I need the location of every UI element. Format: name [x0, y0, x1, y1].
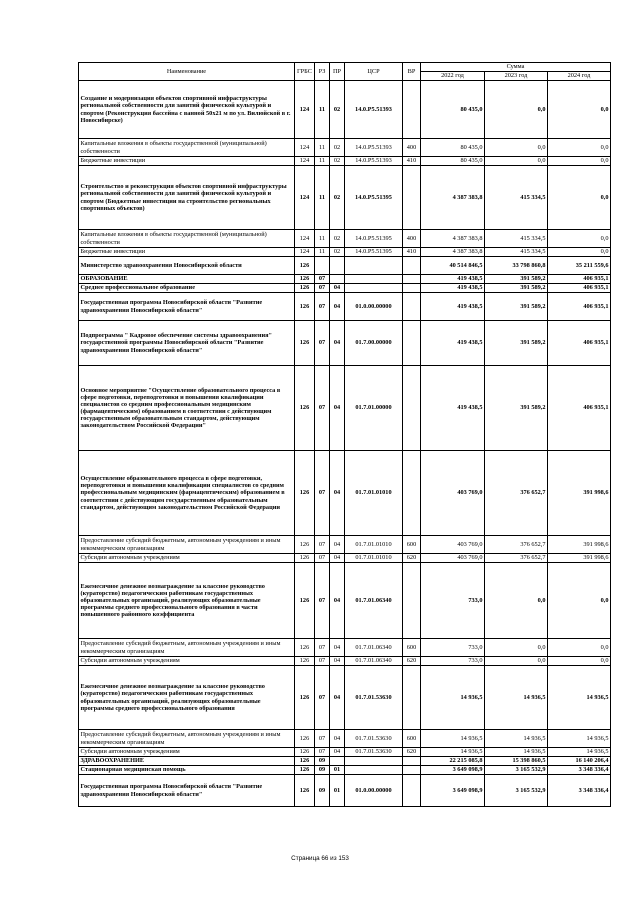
header-year-2022: 2022 год [421, 72, 485, 81]
cell-rz: 07 [315, 657, 330, 666]
table-row [79, 81, 611, 139]
cell-name: Субсидии автономным учреждениям [79, 657, 295, 666]
cell-pr: 04 [330, 748, 345, 757]
table-row [79, 230, 611, 248]
table-row [79, 451, 611, 536]
cell-pr: 02 [330, 139, 345, 157]
cell-vr: 620 [403, 657, 421, 666]
cell-vr [403, 257, 421, 275]
cell-2022: 403 769,0 [421, 554, 485, 563]
cell-pr: 04 [330, 730, 345, 748]
cell-2024: 406 935,1 [548, 275, 611, 284]
cell-vr: 410 [403, 157, 421, 166]
cell-name: Стационарная медицинская помощь [79, 766, 295, 775]
cell-grbs: 126 [295, 257, 315, 275]
table-row [79, 757, 611, 766]
table-row [79, 657, 611, 666]
cell-rz: 07 [315, 284, 330, 293]
cell-2023: 391 589,2 [485, 275, 548, 284]
cell-grbs: 124 [295, 157, 315, 166]
cell-name: Министерство здравоохранения Новосибирской области [79, 257, 295, 275]
cell-grbs: 126 [295, 766, 315, 775]
header-name: Наименование [79, 63, 295, 81]
cell-vr: 620 [403, 748, 421, 757]
table-row [79, 166, 611, 230]
cell-2024: 0,0 [548, 139, 611, 157]
cell-grbs: 126 [295, 639, 315, 657]
cell-pr [330, 275, 345, 284]
cell-rz: 07 [315, 563, 330, 639]
cell-2024: 406 935,1 [548, 321, 611, 366]
cell-2024: 391 998,6 [548, 451, 611, 536]
cell-2023: 3 165 532,9 [485, 775, 548, 807]
cell-2022: 403 769,0 [421, 536, 485, 554]
cell-name: ОБРАЗОВАНИЕ [79, 275, 295, 284]
cell-pr [330, 757, 345, 766]
cell-rz: 11 [315, 166, 330, 230]
cell-2023: 391 589,2 [485, 366, 548, 451]
cell-grbs: 126 [295, 293, 315, 321]
cell-csr: 14.0.P5.51393 [345, 157, 403, 166]
cell-csr: 14.0.P5.51395 [345, 166, 403, 230]
cell-csr [345, 766, 403, 775]
cell-grbs: 126 [295, 563, 315, 639]
cell-2022: 40 514 846,5 [421, 257, 485, 275]
cell-2023: 33 798 860,8 [485, 257, 548, 275]
cell-2023: 0,0 [485, 657, 548, 666]
cell-vr [403, 757, 421, 766]
cell-csr: 14.0.P5.51393 [345, 139, 403, 157]
table-row [79, 248, 611, 257]
cell-2023: 14 936,5 [485, 666, 548, 730]
cell-vr: 600 [403, 730, 421, 748]
cell-csr: 14.0.P5.51395 [345, 248, 403, 257]
cell-rz: 07 [315, 275, 330, 284]
cell-csr: 01.7.01.06340 [345, 657, 403, 666]
cell-name: Подпрограмма " Кадровое обеспечение системы здравоохранения" государственной программы Новосибирской области "Развитие здравоохранения Новосибирской области" [79, 321, 295, 366]
cell-vr [403, 166, 421, 230]
cell-vr [403, 563, 421, 639]
cell-2024: 0,0 [548, 166, 611, 230]
cell-2023: 3 165 532,9 [485, 766, 548, 775]
table-row [79, 639, 611, 657]
cell-name: Предоставление субсидий бюджетным, автономным учреждениям и иным некоммерческим организациям [79, 536, 295, 554]
header-pr: ПР [330, 63, 345, 81]
cell-2022: 419 438,5 [421, 293, 485, 321]
cell-grbs: 126 [295, 284, 315, 293]
cell-grbs: 126 [295, 666, 315, 730]
cell-rz: 07 [315, 293, 330, 321]
cell-vr [403, 451, 421, 536]
cell-vr [403, 284, 421, 293]
cell-2024: 3 348 336,4 [548, 775, 611, 807]
cell-grbs: 126 [295, 275, 315, 284]
cell-rz: 11 [315, 248, 330, 257]
cell-grbs: 126 [295, 748, 315, 757]
cell-pr: 02 [330, 230, 345, 248]
header-year-2024: 2024 год [548, 72, 611, 81]
cell-rz [315, 257, 330, 275]
cell-2023: 415 334,5 [485, 230, 548, 248]
cell-2022: 14 936,5 [421, 666, 485, 730]
cell-2022: 22 215 085,8 [421, 757, 485, 766]
cell-2023: 391 589,2 [485, 284, 548, 293]
cell-2024: 35 211 559,6 [548, 257, 611, 275]
cell-2024: 391 998,6 [548, 536, 611, 554]
cell-rz: 07 [315, 748, 330, 757]
header-rz: РЗ [315, 63, 330, 81]
cell-csr: 01.7.01.53630 [345, 730, 403, 748]
cell-rz: 07 [315, 366, 330, 451]
cell-vr [403, 775, 421, 807]
cell-vr [403, 666, 421, 730]
cell-rz: 09 [315, 757, 330, 766]
table-row [79, 275, 611, 284]
cell-pr: 02 [330, 166, 345, 230]
cell-vr [403, 293, 421, 321]
cell-pr [330, 257, 345, 275]
cell-vr: 620 [403, 554, 421, 563]
header-csr: ЦСР [345, 63, 403, 81]
cell-csr: 01.7.01.01010 [345, 451, 403, 536]
cell-vr [403, 366, 421, 451]
cell-name: Капитальные вложения в объекты государственной (муниципальной) собственности [79, 139, 295, 157]
table-row [79, 730, 611, 748]
cell-2024: 14 936,5 [548, 748, 611, 757]
cell-rz: 11 [315, 81, 330, 139]
cell-grbs: 126 [295, 657, 315, 666]
cell-2022: 4 387 383,8 [421, 230, 485, 248]
cell-grbs: 126 [295, 321, 315, 366]
cell-csr [345, 275, 403, 284]
cell-pr: 02 [330, 248, 345, 257]
table-row [79, 766, 611, 775]
cell-2022: 733,0 [421, 563, 485, 639]
table-row [79, 748, 611, 757]
cell-pr: 01 [330, 766, 345, 775]
cell-2023: 0,0 [485, 639, 548, 657]
cell-2023: 376 652,7 [485, 536, 548, 554]
table-header [79, 63, 611, 81]
cell-2024: 406 935,1 [548, 293, 611, 321]
cell-2022: 733,0 [421, 639, 485, 657]
cell-2024: 0,0 [548, 639, 611, 657]
cell-2023: 0,0 [485, 157, 548, 166]
cell-name: ЗДРАВООХРАНЕНИЕ [79, 757, 295, 766]
cell-csr: 01.7.01.06340 [345, 563, 403, 639]
cell-vr [403, 766, 421, 775]
table-row [79, 157, 611, 166]
cell-pr: 04 [330, 321, 345, 366]
cell-pr: 04 [330, 639, 345, 657]
budget-table [78, 62, 611, 807]
cell-vr: 410 [403, 248, 421, 257]
cell-2024: 14 936,5 [548, 730, 611, 748]
table-row [79, 775, 611, 807]
cell-2022: 419 438,5 [421, 366, 485, 451]
header-year-2023: 2023 год [485, 72, 548, 81]
cell-2023: 0,0 [485, 81, 548, 139]
cell-vr: 600 [403, 639, 421, 657]
cell-pr: 04 [330, 293, 345, 321]
cell-pr: 04 [330, 451, 345, 536]
cell-csr: 01.7.01.53630 [345, 666, 403, 730]
cell-pr: 04 [330, 657, 345, 666]
cell-name: Предоставление субсидий бюджетным, автономным учреждениям и иным некоммерческим организациям [79, 730, 295, 748]
cell-2024: 0,0 [548, 157, 611, 166]
cell-2024: 406 935,1 [548, 366, 611, 451]
cell-2022: 419 438,5 [421, 275, 485, 284]
cell-grbs: 124 [295, 81, 315, 139]
table-row [79, 139, 611, 157]
cell-2023: 14 936,5 [485, 730, 548, 748]
cell-rz: 09 [315, 775, 330, 807]
cell-2023: 14 936,5 [485, 748, 548, 757]
cell-2024: 406 935,1 [548, 284, 611, 293]
table-row [79, 666, 611, 730]
cell-pr: 04 [330, 366, 345, 451]
cell-rz: 07 [315, 730, 330, 748]
cell-2023: 415 334,5 [485, 248, 548, 257]
cell-grbs: 124 [295, 248, 315, 257]
cell-2023: 376 652,7 [485, 451, 548, 536]
cell-csr: 01.7.01.01010 [345, 536, 403, 554]
cell-name: Осуществление образовательного процесса в сфере подготовки, переподготовки и повышения квалификации специалистов со средним профессиональным медицинским (фармацевтическим) образованием в соответствии с действующим государственным образовательным стандартом, действующим законодательством Российской Федерации [79, 451, 295, 536]
cell-2023: 376 652,7 [485, 554, 548, 563]
cell-rz: 07 [315, 639, 330, 657]
cell-csr: 01.7.01.00000 [345, 366, 403, 451]
cell-rz: 09 [315, 766, 330, 775]
cell-grbs: 126 [295, 775, 315, 807]
cell-pr: 04 [330, 536, 345, 554]
cell-name: Бюджетные инвестиции [79, 248, 295, 257]
cell-name: Ежемесячное денежное вознаграждение за классное руководство (кураторство) педагогическим работникам государственных образовательных организаций, реализующих образовательные программы среднего профессионального образования в части повышенного районного коэффициента [79, 563, 295, 639]
table-row [79, 563, 611, 639]
cell-name: Предоставление субсидий бюджетным, автономным учреждениям и иным некоммерческим организациям [79, 639, 295, 657]
cell-pr: 02 [330, 81, 345, 139]
cell-grbs: 124 [295, 230, 315, 248]
cell-grbs: 126 [295, 366, 315, 451]
cell-csr: 01.7.01.53630 [345, 748, 403, 757]
cell-2023: 15 398 860,5 [485, 757, 548, 766]
table-row [79, 257, 611, 275]
table-row [79, 536, 611, 554]
cell-vr [403, 81, 421, 139]
cell-name: Государственная программа Новосибирской области "Развитие здравоохранения Новосибирской области" [79, 775, 295, 807]
page-number: Страница 66 из 153 [291, 855, 349, 862]
cell-name: Субсидии автономным учреждениям [79, 748, 295, 757]
cell-2024: 0,0 [548, 230, 611, 248]
cell-csr: 01.7.00.00000 [345, 321, 403, 366]
cell-2023: 0,0 [485, 139, 548, 157]
header-grbs: ГРБС [295, 63, 315, 81]
cell-pr: 04 [330, 554, 345, 563]
cell-2023: 391 589,2 [485, 321, 548, 366]
cell-name: Основное мероприятие "Осуществление образовательного процесса в сфере подготовки, переподготовки и повышения квалификации специалистов со средним профессиональным медицинским (фармацевтическим) образованием в соответствии с действующим государственным образовательным стандартом, действующим законодательством Российской Федерации" [79, 366, 295, 451]
header-sum: Сумма [421, 63, 611, 72]
cell-2023: 0,0 [485, 563, 548, 639]
table-row [79, 366, 611, 451]
table-row [79, 284, 611, 293]
cell-grbs: 126 [295, 554, 315, 563]
cell-rz: 07 [315, 666, 330, 730]
cell-pr: 04 [330, 666, 345, 730]
cell-rz: 11 [315, 139, 330, 157]
cell-pr: 02 [330, 157, 345, 166]
cell-2022: 403 769,0 [421, 451, 485, 536]
cell-2022: 4 387 383,8 [421, 166, 485, 230]
cell-rz: 07 [315, 554, 330, 563]
cell-2022: 4 387 383,8 [421, 248, 485, 257]
cell-csr: 01.0.00.00000 [345, 293, 403, 321]
cell-name: Капитальные вложения в объекты государственной (муниципальной) собственности [79, 230, 295, 248]
cell-2022: 80 435,0 [421, 139, 485, 157]
cell-2024: 391 998,6 [548, 554, 611, 563]
cell-2022: 419 438,5 [421, 284, 485, 293]
cell-name: Государственная программа Новосибирской области "Развитие здравоохранения Новосибирской области" [79, 293, 295, 321]
cell-grbs: 124 [295, 166, 315, 230]
cell-2024: 3 348 336,4 [548, 766, 611, 775]
cell-2024: 0,0 [548, 81, 611, 139]
cell-name: Ежемесячное денежное вознаграждение за классное руководство (кураторство) педагогическим работникам государственных образовательных организаций, реализующих образовательные программы среднего профессионального образования [79, 666, 295, 730]
cell-name: Строительство и реконструкция объектов спортивной инфраструктуры региональной собственности для занятий физической культурой и спортом (Бюджетные инвестиции на строительство региональных спортивных объектов) [79, 166, 295, 230]
cell-rz: 11 [315, 157, 330, 166]
cell-csr: 01.7.01.06340 [345, 639, 403, 657]
cell-2022: 14 936,5 [421, 748, 485, 757]
cell-2022: 80 435,0 [421, 157, 485, 166]
cell-name: Бюджетные инвестиции [79, 157, 295, 166]
cell-csr: 14.0.P5.51395 [345, 230, 403, 248]
cell-rz: 11 [315, 230, 330, 248]
cell-pr: 01 [330, 775, 345, 807]
cell-vr: 600 [403, 536, 421, 554]
table-body [79, 81, 611, 807]
cell-csr [345, 757, 403, 766]
cell-csr [345, 257, 403, 275]
header-vr: ВР [403, 63, 421, 81]
cell-grbs: 126 [295, 730, 315, 748]
cell-2022: 80 435,0 [421, 81, 485, 139]
cell-grbs: 126 [295, 451, 315, 536]
cell-grbs: 126 [295, 757, 315, 766]
cell-pr: 04 [330, 284, 345, 293]
cell-2023: 415 334,5 [485, 166, 548, 230]
cell-csr: 14.0.P5.51393 [345, 81, 403, 139]
cell-vr: 400 [403, 139, 421, 157]
cell-2024: 0,0 [548, 563, 611, 639]
cell-pr: 04 [330, 563, 345, 639]
cell-grbs: 124 [295, 139, 315, 157]
cell-2022: 733,0 [421, 657, 485, 666]
table-row [79, 293, 611, 321]
cell-name: Субсидии автономным учреждениям [79, 554, 295, 563]
cell-2024: 0,0 [548, 657, 611, 666]
cell-2022: 419 438,5 [421, 321, 485, 366]
cell-csr: 01.7.01.01010 [345, 554, 403, 563]
cell-rz: 07 [315, 451, 330, 536]
cell-2024: 0,0 [548, 248, 611, 257]
cell-2022: 3 649 098,9 [421, 775, 485, 807]
cell-vr [403, 321, 421, 366]
cell-rz: 07 [315, 321, 330, 366]
table-row [79, 554, 611, 563]
cell-2024: 16 140 206,4 [548, 757, 611, 766]
cell-grbs: 126 [295, 536, 315, 554]
cell-2024: 14 936,5 [548, 666, 611, 730]
cell-2022: 14 936,5 [421, 730, 485, 748]
cell-rz: 07 [315, 536, 330, 554]
table-row [79, 321, 611, 366]
cell-2023: 391 589,2 [485, 293, 548, 321]
cell-vr: 400 [403, 230, 421, 248]
cell-csr [345, 284, 403, 293]
cell-2022: 3 649 098,9 [421, 766, 485, 775]
cell-csr: 01.0.00.00000 [345, 775, 403, 807]
cell-name: Среднее профессиональное образование [79, 284, 295, 293]
cell-vr [403, 275, 421, 284]
cell-name: Создание и модернизация объектов спортивной инфраструктуры региональной собственности для занятий физической культурой и спортом (Реконструкция бассейна с ванной 50х21 м по ул. Вилюйской в г. Новосибирске) [79, 81, 295, 139]
